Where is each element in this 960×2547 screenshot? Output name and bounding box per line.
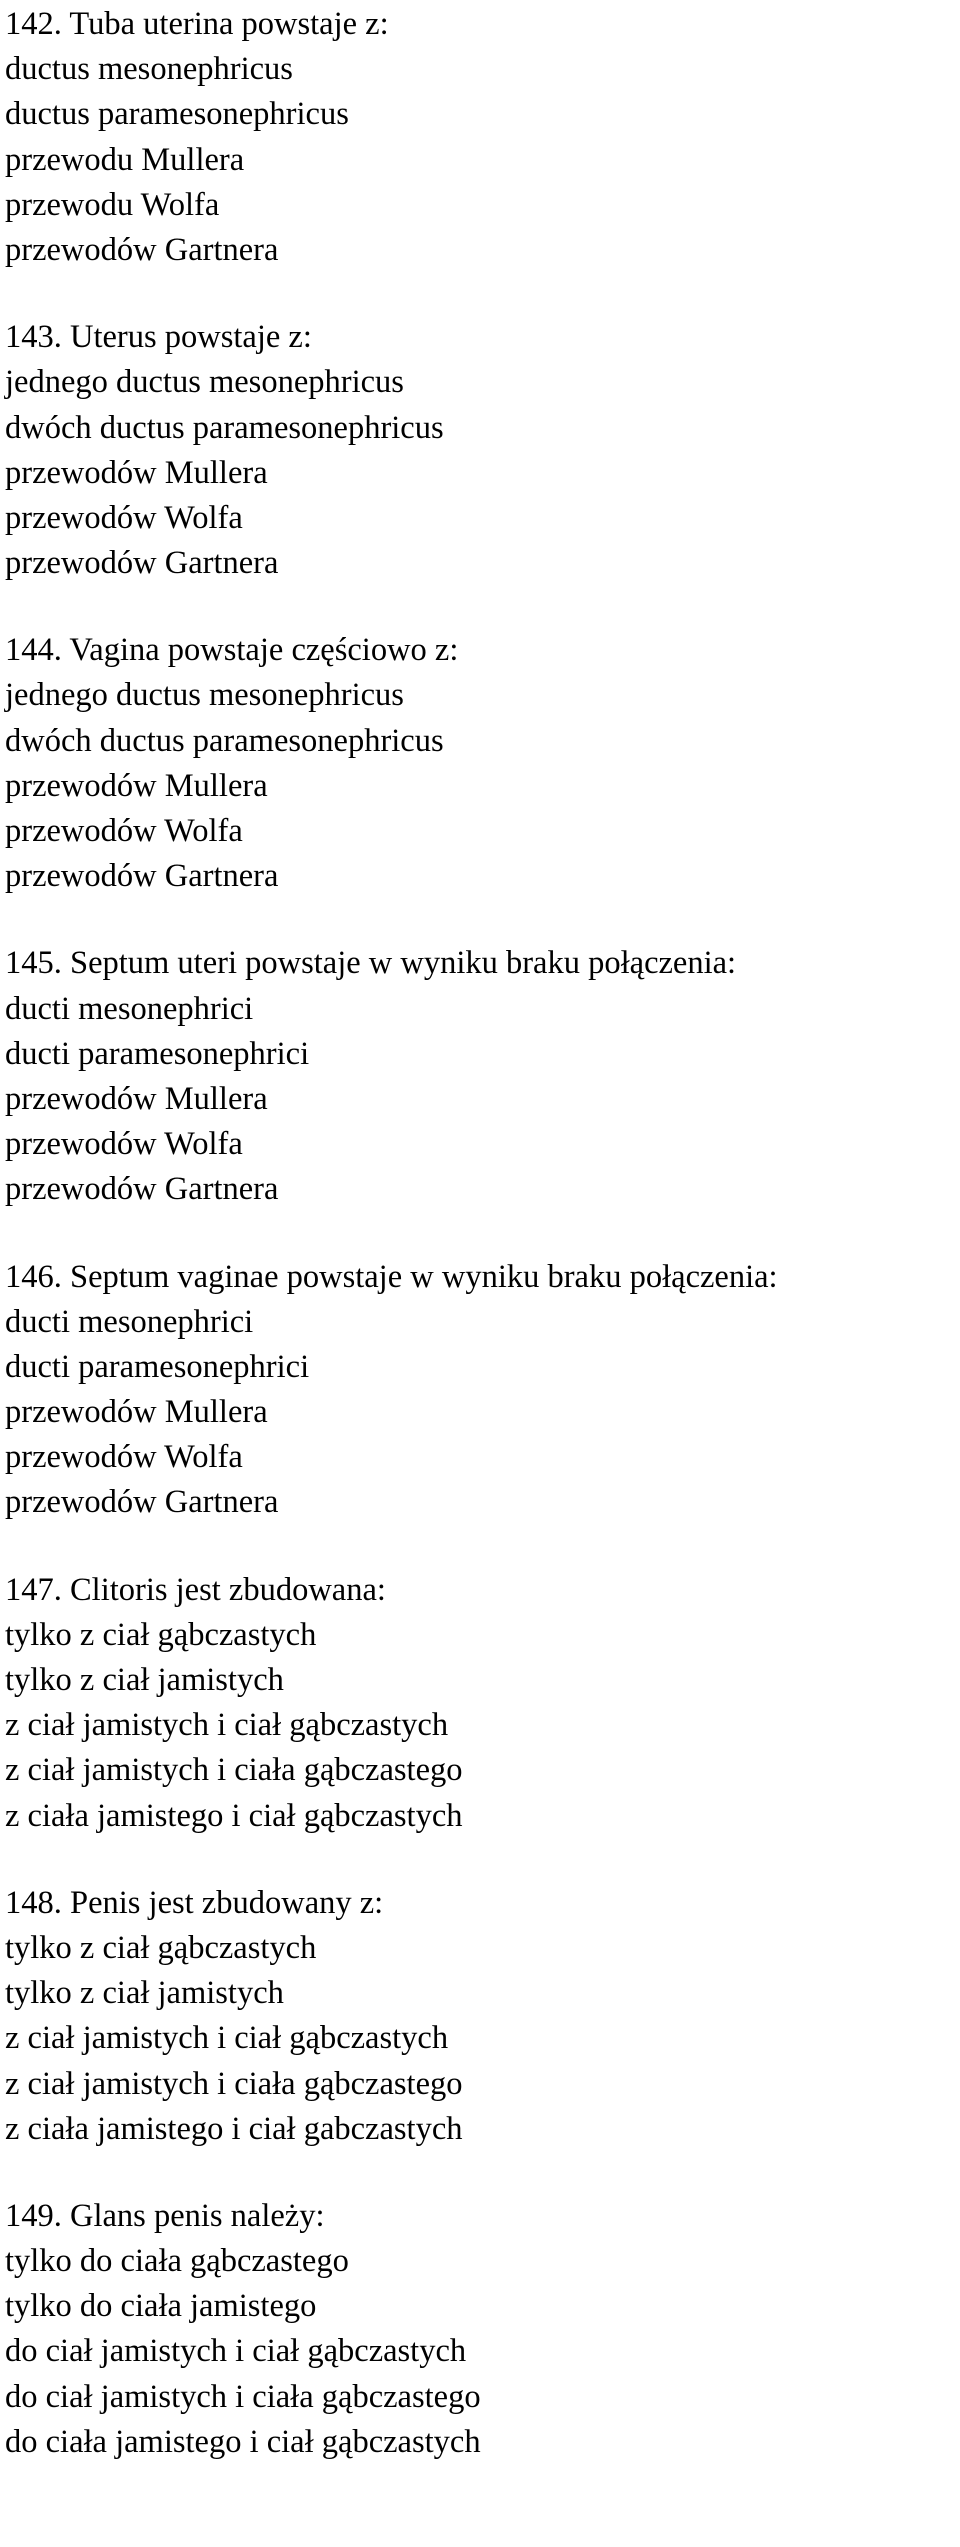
answer-option: przewodów Gartnera xyxy=(5,858,279,895)
answer-option: przewodu Mullera xyxy=(5,141,245,178)
answer-option: jednego ductus mesonephricus xyxy=(5,677,404,714)
answer-option: przewodów Wolfa xyxy=(5,813,243,849)
question-block xyxy=(5,1568,960,1839)
answer-option: do ciała jamistego i ciał gąbczastych xyxy=(5,2423,481,2460)
question-block xyxy=(5,1255,960,1526)
answer-option: do ciał jamistych i ciał gąbczastych xyxy=(5,2333,467,2370)
answer-option: z ciał jamistych i ciał gąbczastych xyxy=(5,1707,449,1744)
answer-option: dwóch ductus paramesonephricus xyxy=(5,722,444,759)
answer-option: z ciała jamistego i ciał gabczastych xyxy=(5,2110,463,2147)
answer-option: tylko z ciał jamistych xyxy=(5,1975,284,2012)
answer-option: dwóch ductus paramesonephricus xyxy=(5,409,444,446)
answer-option: ductus paramesonephricus xyxy=(5,96,349,133)
answer-option: ducti mesonephrici xyxy=(5,990,254,1027)
answer-option: z ciał jamistych i ciała gąbczastego xyxy=(5,2065,463,2102)
answer-option: ductus mesonephricus xyxy=(5,51,293,88)
answer-option: tylko z ciał gąbczastych xyxy=(5,1929,317,1966)
answer-option: przewodów Mullera xyxy=(5,454,268,491)
question-text: 149. Glans penis należy: xyxy=(5,2197,325,2234)
answer-option: tylko z ciał gąbczastych xyxy=(5,1616,317,1653)
answer-option: do ciał jamistych i ciała gąbczastego xyxy=(5,2378,481,2415)
answer-option: przewodów Mullera xyxy=(5,1080,268,1117)
document-page xyxy=(0,2,960,2547)
question-block xyxy=(5,628,960,899)
answer-option: przewodów Gartnera xyxy=(5,545,279,582)
question-block xyxy=(5,2,960,273)
question-block xyxy=(5,1881,960,2152)
answer-option: przewodu Wolfa xyxy=(5,186,220,223)
answer-option: przewodów Wolfa xyxy=(5,1439,243,1476)
question-text: 143. Uterus powstaje z: xyxy=(5,319,312,356)
answer-option: ducti paramesonephrici xyxy=(5,1035,310,1072)
answer-option: przewodów Mullera xyxy=(5,1394,268,1431)
answer-option: przewodów Mullera xyxy=(5,767,268,804)
question-text: 144. Vagina powstaje częściowo z: xyxy=(5,632,459,669)
question-block xyxy=(5,2194,960,2465)
answer-option: z ciał jamistych i ciała gąbczastego xyxy=(5,1752,463,1789)
question-text: 142. Tuba uterina powstaje z: xyxy=(5,6,389,42)
answer-option: ducti mesonephrici xyxy=(5,1303,254,1340)
answer-option: tylko z ciał jamistych xyxy=(5,1662,284,1698)
question-text: 148. Penis jest zbudowany z: xyxy=(5,1884,384,1921)
question-block xyxy=(5,315,960,586)
answer-option: przewodów Wolfa xyxy=(5,1126,243,1163)
answer-option: przewodów Wolfa xyxy=(5,499,243,536)
answer-option: z ciał jamistych i ciał gąbczastych xyxy=(5,2020,449,2057)
answer-option: przewodów Gartnera xyxy=(5,231,279,268)
question-text: 146. Septum vaginae powstaje w wyniku braku połączenia: xyxy=(5,1258,778,1295)
answer-option: tylko do ciała jamistego xyxy=(5,2288,317,2325)
question-text: 147. Clitoris jest zbudowana: xyxy=(5,1571,386,1608)
question-text: 145. Septum uteri powstaje w wyniku braku połączenia: xyxy=(5,945,737,982)
answer-option: tylko do ciała gąbczastego xyxy=(5,2243,349,2280)
answer-option: z ciała jamistego i ciał gąbczastych xyxy=(5,1797,463,1834)
answer-option: ducti paramesonephrici xyxy=(5,1348,310,1385)
answer-option: jednego ductus mesonephricus xyxy=(5,364,404,401)
question-block xyxy=(5,941,960,1212)
answer-option: przewodów Gartnera xyxy=(5,1171,279,1208)
answer-option: przewodów Gartnera xyxy=(5,1484,279,1521)
